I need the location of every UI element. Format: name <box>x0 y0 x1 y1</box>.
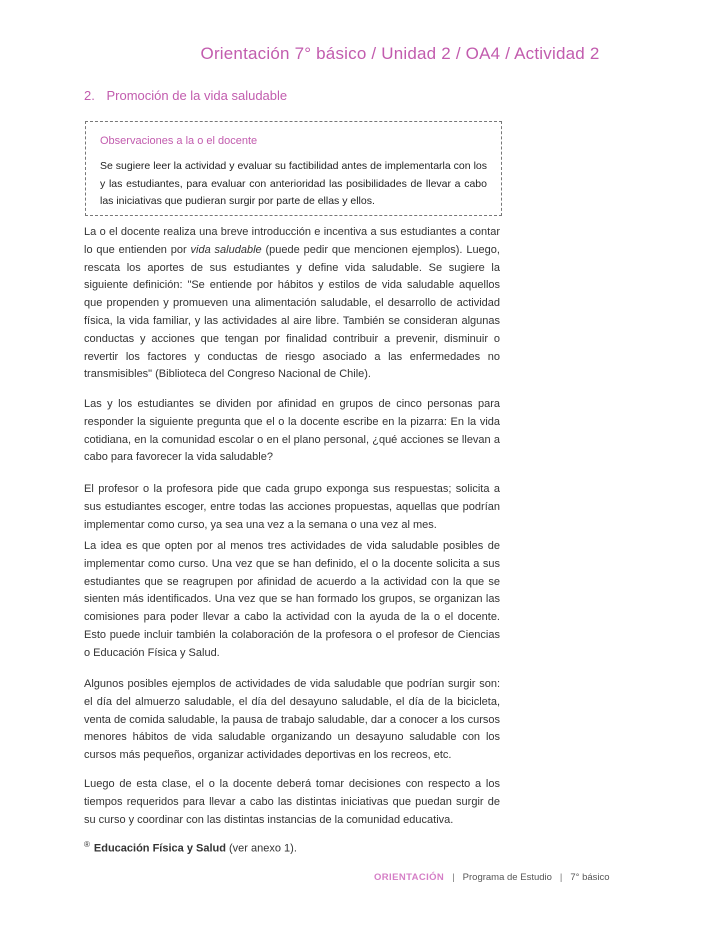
footer-subject: ORIENTACIÓN <box>374 872 445 883</box>
footer-grade: 7° básico <box>570 872 610 883</box>
footnote-reference: (ver anexo 1). <box>225 842 297 855</box>
footer-program: Programa de Estudio <box>462 872 552 883</box>
teacher-notes-box <box>85 121 502 216</box>
teacher-notes-text: Se sugiere leer la actividad y evaluar su factibilidad antes de implementarla con los y las estudiantes, para evaluar con anterioridad las posibilidades de llevar a cabo las iniciativas que pudieran surgir por parte de ellas y ellos. <box>100 160 487 207</box>
section-title <box>84 88 287 103</box>
footer-separator: | <box>452 872 455 883</box>
paragraph-text: (puede pedir que mencionen ejemplos). Luego, rescata los aportes de sus estudiantes y define vida saludable. Se sugiere la siguiente definición: "Se entiende por hábitos y estilos de vida saludable aquellos que propenden y promueven una alimentación saludable, el desarrollo de actividad física, la vida familiar, y las actividades al aire libre. También se consideran algunas conductas y acciones que tengan por finalidad contribuir a prevenir, disminuir o revertir los factores y conductas de riesgo asociado a las enfermedades no transmisibles" (Biblioteca del Congreso Nacional de Chile). <box>84 243 500 381</box>
section-number: 2. <box>84 88 95 103</box>
footnote-subject: Educación Física y Salud <box>93 842 226 855</box>
paragraph-group-question: Las y los estudiantes se dividen por afinidad en grupos de cinco personas para responder la siguiente pregunta que el o la docente escribe en la pizarra: En la vida cotidiana, en la comunidad escolar o en el plano personal, ¿qué acciones se llevan a cabo para favorecer la vida saludable? <box>84 398 500 464</box>
footnote <box>84 840 297 855</box>
paragraph-group-presentation: El profesor o la profesora pide que cada grupo exponga sus respuestas; solicita a sus estudiantes escoger, entre todas las acciones propuestas, aquellas que podrían implementar como curso, ya sea una vez a la semana o una vez al mes. <box>84 483 500 531</box>
paragraph-introduction <box>84 224 500 384</box>
section-title-text: Promoción de la vida saludable <box>106 88 288 103</box>
footer-separator: | <box>559 872 563 883</box>
paragraph-activity-examples: Algunos posibles ejemplos de actividades de vida saludable que podrían surgir son: el día del almuerzo saludable, el día del desayuno saludable, el día de la bicicleta, venta de comida saludable, la pausa de trabajo saludable, dar a conocer a los cursos menores hábitos de vida saludable organizando un desayuno saludable con los cursos más pequeños, organizar actividades deportivas en los recreos, etc. <box>84 678 500 762</box>
teacher-notes-title: Observaciones a la o el docente <box>100 135 258 147</box>
paragraph-text: La o el docente realiza una breve introducción e incentiva a sus estudiantes a contar lo que entienden por <box>84 226 500 256</box>
emphasis-vida-saludable: vida saludable <box>190 243 262 256</box>
paragraph-activity-selection: La idea es que opten por al menos tres actividades de vida saludable posibles de implementar como curso. Una vez que se han definido, el o la docente solicita a sus estudiantes que se reagrupen por afinidad de acuerdo a la actividad con la que se sienten más identificados. Una vez que se han formado los grupos, se organizan las comisiones para poder llevar a cabo la actividad con la ayuda de la o el docente. Esto puede incluir también la colaboración de la profesora o el profesor de Ciencias o Educación Física y Salud. <box>84 540 500 659</box>
paragraph-teacher-decisions: Luego de esta clase, el o la docente deberá tomar decisiones con respecto a los tiempos requeridos para llevar a cabo las distintas iniciativas que puedan surgir de su curso y coordinar con las distintas instancias de la comunidad educativa. <box>84 778 500 826</box>
page-footer <box>374 872 610 883</box>
footnote-marker-icon: ® <box>84 840 90 849</box>
page-header-title: Orientación 7° básico / Unidad 2 / OA4 / Actividad 2 <box>200 44 600 63</box>
